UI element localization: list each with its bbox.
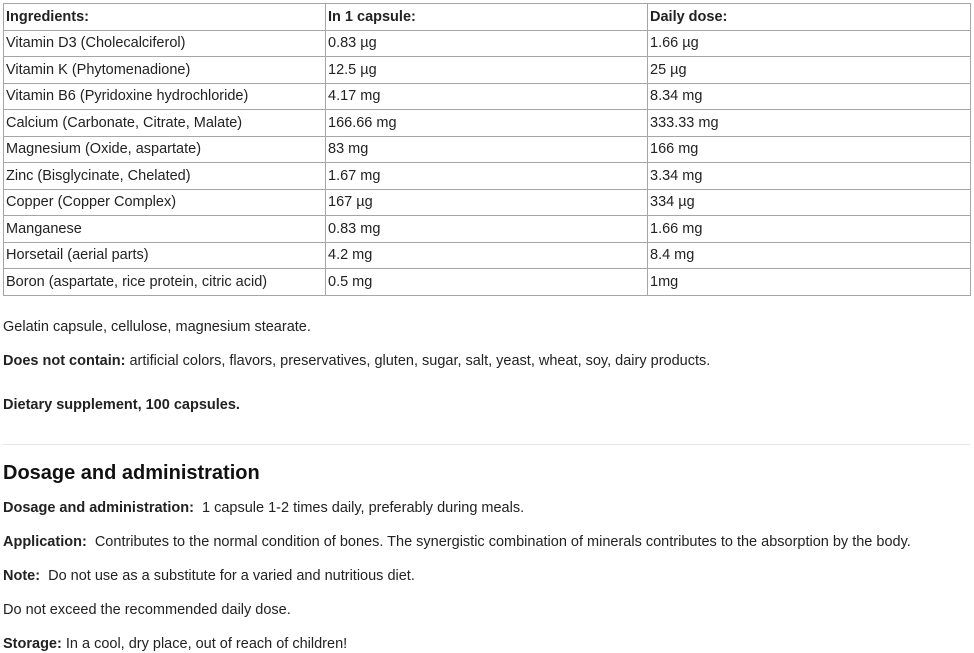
ingredient-name: Boron (aspartate, rice protein, citric acid) (4, 269, 326, 296)
free-from-paragraph (3, 353, 710, 369)
table-row (4, 136, 971, 163)
dose-warning-text: Do not exceed the recommended daily dose. (3, 602, 291, 618)
application-text: Contributes to the normal condition of bones. The synergistic combination of minerals contributes to the absorption by the body. (86, 534, 911, 550)
ingredients-table (3, 3, 971, 296)
table-row (4, 189, 971, 216)
header-per-capsule: In 1 capsule: (326, 4, 648, 31)
header-ingredients: Ingredients: (4, 4, 326, 31)
ingredient-per-capsule: 83 mg (326, 136, 648, 163)
table-row (4, 110, 971, 137)
note-text: Do not use as a substitute for a varied and nutritious diet. (40, 568, 415, 584)
ingredient-name: Manganese (4, 216, 326, 243)
ingredient-name: Zinc (Bisglycinate, Chelated) (4, 163, 326, 190)
administration-text: 1 capsule 1-2 times daily, preferably during meals. (193, 500, 525, 516)
ingredient-per-capsule: 167 µg (326, 189, 648, 216)
note-label: Note: (3, 568, 41, 584)
ingredient-name: Vitamin K (Phytomenadione) (4, 57, 326, 84)
table-header-row (4, 4, 971, 31)
ingredient-daily-dose: 3.34 mg (648, 163, 971, 190)
ingredient-daily-dose: 1.66 mg (648, 216, 971, 243)
table-row (4, 83, 971, 110)
ingredient-per-capsule: 0.83 µg (326, 30, 648, 57)
ingredient-daily-dose: 25 µg (648, 57, 971, 84)
application-paragraph (3, 534, 911, 550)
ingredient-per-capsule: 1.67 mg (326, 163, 648, 190)
ingredient-daily-dose: 1.66 µg (648, 30, 971, 57)
table-row (4, 30, 971, 57)
ingredient-name: Magnesium (Oxide, aspartate) (4, 136, 326, 163)
storage-label: Storage: (3, 636, 62, 652)
free-from-text: artificial colors, flavors, preservatives, gluten, sugar, salt, yeast, wheat, soy, dairy products. (125, 353, 711, 369)
dosage-section-title: Dosage and administration (3, 462, 260, 484)
storage-text: In a cool, dry place, out of reach of children! (61, 636, 348, 652)
section-divider (3, 444, 970, 445)
ingredient-per-capsule: 4.17 mg (326, 83, 648, 110)
package-description: Dietary supplement, 100 capsules. (3, 397, 240, 413)
ingredient-per-capsule: 12.5 µg (326, 57, 648, 84)
table-row (4, 216, 971, 243)
ingredient-per-capsule: 4.2 mg (326, 242, 648, 269)
administration-label: Dosage and administration: (3, 500, 194, 516)
ingredient-daily-dose: 333.33 mg (648, 110, 971, 137)
ingredient-per-capsule: 166.66 mg (326, 110, 648, 137)
ingredient-name: Vitamin B6 (Pyridoxine hydrochloride) (4, 83, 326, 110)
table-row (4, 57, 971, 84)
ingredient-name: Calcium (Carbonate, Citrate, Malate) (4, 110, 326, 137)
ingredient-daily-dose: 334 µg (648, 189, 971, 216)
free-from-label: Does not contain: (3, 353, 126, 369)
application-label: Application: (3, 534, 87, 550)
ingredient-per-capsule: 0.5 mg (326, 269, 648, 296)
product-info-page (3, 3, 970, 652)
header-daily-dose: Daily dose: (648, 4, 971, 31)
ingredient-daily-dose: 166 mg (648, 136, 971, 163)
ingredient-daily-dose: 1mg (648, 269, 971, 296)
table-row (4, 242, 971, 269)
ingredient-name: Copper (Copper Complex) (4, 189, 326, 216)
ingredient-per-capsule: 0.83 mg (326, 216, 648, 243)
table-row (4, 163, 971, 190)
administration-paragraph (3, 500, 524, 516)
ingredient-name: Vitamin D3 (Cholecalciferol) (4, 30, 326, 57)
ingredient-name: Horsetail (aerial parts) (4, 242, 326, 269)
table-row (4, 269, 971, 296)
other-ingredients-text: Gelatin capsule, cellulose, magnesium stearate. (3, 319, 311, 335)
note-paragraph (3, 568, 415, 584)
storage-paragraph (3, 636, 347, 652)
ingredient-daily-dose: 8.34 mg (648, 83, 971, 110)
ingredient-daily-dose: 8.4 mg (648, 242, 971, 269)
